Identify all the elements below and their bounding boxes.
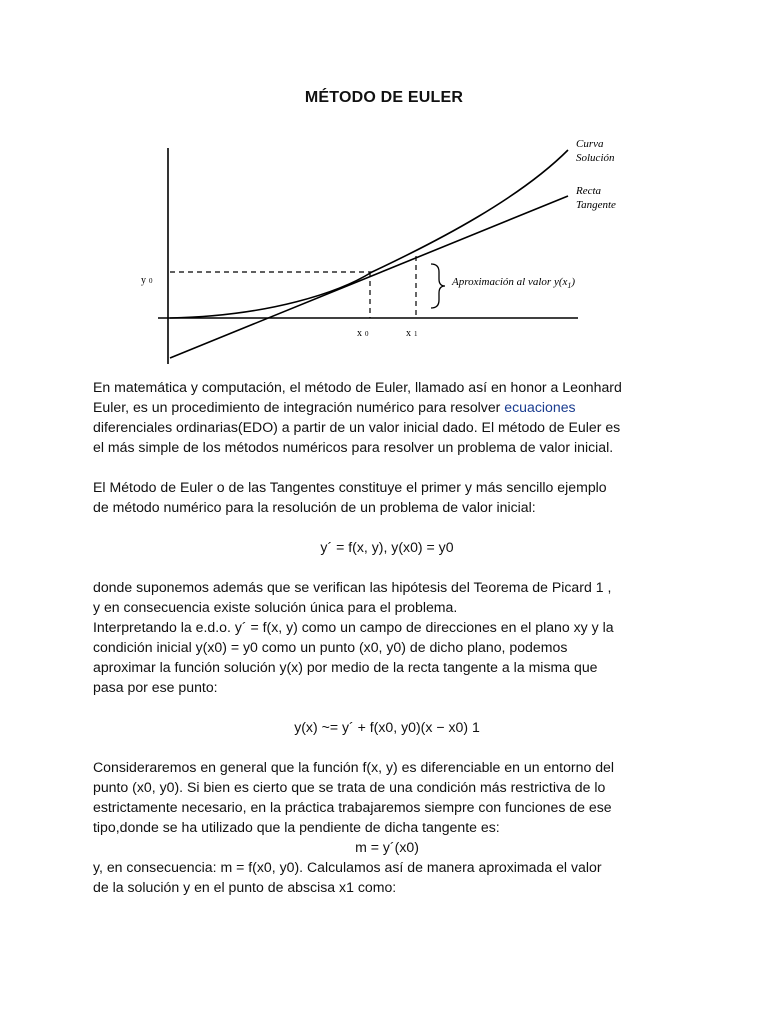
document-body: [93, 377, 681, 897]
ecuaciones-link[interactable]: ecuaciones: [504, 399, 576, 415]
paragraph-3: donde suponemos además que se verifican las hipótesis del Teorema de Picard 1 , y en consecuencia existe solución única para el problema. Interpretando la e.d.o. y´ = f(x, y) como un campo de direcciones en el plano xy y la condición inicial y(x0) = y0 como un punto (x0, y0) de dicho plano, podemos aproximar la función solución y(x) por medio de la recta tangente a la misma que pasa por ese punto:: [93, 579, 614, 695]
paragraph-2: El Método de Euler o de las Tangentes constituye el primer y más sencillo ejemplo de método numérico para la resolución de un problema de valor inicial:: [93, 479, 607, 515]
paragraph-1: En matemática y computación, el método de Euler, llamado así en honor a Leonhard Euler, es un procedimiento de integración numérico para resolver ecuaciones diferenciales ordinarias(EDO) a partir de un valor inicial dado. El método de Euler es el más simple de los métodos numéricos para resolver un problema de valor inicial.: [93, 379, 622, 455]
curve-label-line2: Solución: [576, 152, 615, 164]
approximation-label: Aproximación al valor $y(x_1)$: [452, 276, 576, 290]
tangent-label-line2: Tangente: [576, 199, 616, 211]
curve-label-line1: Curva: [576, 138, 604, 150]
euler-method-diagram: [0, 0, 768, 380]
tangent-label-line1: Recta: [576, 185, 602, 197]
solution-curve: [170, 150, 568, 318]
approximation-brace: [431, 264, 445, 308]
x0-label: x 0: [357, 328, 369, 339]
x1-label: x 1: [406, 328, 418, 339]
y0-label: y 0: [141, 275, 153, 286]
paragraph-4: Consideraremos en general que la función f(x, y) es diferenciable en un entorno del punto (x0, y0). Si bien es cierto que se trata de una condición más restrictiva de lo estrictamente necesario, en la práctica trabajaremos siempre con funciones de ese tipo,donde se ha utilizado que la pendiente de dicha tangente es: m = y´(x0) y, en consecuencia: m = f(x0, y0). Calculamos así de manera aproximada el valor de la solución y en el punto de abscisa x1 como:: [93, 757, 681, 897]
page-title: MÉTODO DE EULER: [304, 89, 464, 106]
equation-1: y´ = f(x, y), y(x0) = y0: [320, 539, 454, 555]
equation-2: y(x) ~= y´ + f(x0, y0)(x − x0) 1: [294, 719, 480, 735]
slope-equation: m = y´(x0): [355, 839, 419, 855]
